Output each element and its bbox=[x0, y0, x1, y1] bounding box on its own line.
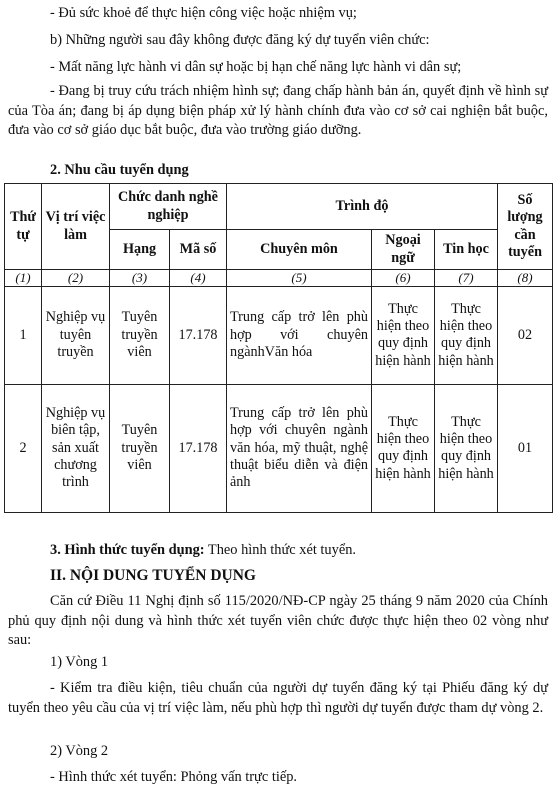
column-number: (6) bbox=[372, 270, 435, 287]
header-stt: Thứ tự bbox=[5, 184, 42, 270]
cell-chuyen-mon: Trung cấp trở lên phù hợp với chuyên ngành văn hóa, mỹ thuật, nghệ thuật biểu diễn và điện ảnh bbox=[227, 384, 372, 512]
column-number: (2) bbox=[42, 270, 110, 287]
round-2-heading: 2) Vòng 2 bbox=[50, 743, 109, 759]
cell-tin-hoc: Thực hiện theo quy định hiện hành bbox=[435, 384, 498, 512]
intro-capacity-line: - Mất năng lực hành vi dân sự hoặc bị hạn chế năng lực hành vi dân sự; bbox=[50, 59, 462, 75]
intro-health-line: - Đủ sức khoẻ để thực hiện công việc hoặc nhiệm vụ; bbox=[50, 5, 357, 21]
cell-chuyen-mon: Trung cấp trở lên phù hợp với chuyên ngànhVăn hóa bbox=[227, 286, 372, 384]
section-2-heading: 2. Nhu cầu tuyển dụng bbox=[50, 162, 189, 178]
header-hang: Hạng bbox=[110, 230, 170, 270]
cell-stt: 1 bbox=[5, 286, 42, 384]
header-ma-so: Mã số bbox=[170, 230, 227, 270]
column-number: (3) bbox=[110, 270, 170, 287]
cell-ma-so: 17.178 bbox=[170, 384, 227, 512]
header-chuc-danh: Chức danh nghề nghiệp bbox=[110, 184, 227, 230]
column-number: (4) bbox=[170, 270, 227, 287]
cell-so-luong: 02 bbox=[498, 286, 553, 384]
intro-criminal-paragraph: - Đang bị truy cứu trách nhiệm hình sự; đang chấp hành bản án, quyết định về hình sự của Tòa án; đang bị áp dụng biện pháp xử lý hành chính đưa vào cơ sở cai nghiện bắt buộc, đưa vào cơ sở giáo dục bắt buộc, đưa vào trường giáo dưỡng. bbox=[8, 83, 548, 139]
round-2-paragraph: - Hình thức xét tuyển: Phỏng vấn trực tiếp. bbox=[50, 769, 298, 785]
round-1-heading: 1) Vòng 1 bbox=[50, 654, 109, 670]
table-row bbox=[5, 286, 553, 384]
cell-vi-tri: Nghiệp vụ tuyên truyền bbox=[42, 286, 110, 384]
section-3-text: Theo hình thức xét tuyển. bbox=[204, 542, 357, 558]
column-number: (5) bbox=[227, 270, 372, 287]
header-trinh-do: Trình độ bbox=[227, 184, 498, 230]
section-3-heading: 3. Hình thức tuyển dụng: bbox=[50, 542, 205, 558]
recruitment-table bbox=[4, 183, 553, 513]
cell-ngoai-ngu: Thực hiện theo quy định hiện hành bbox=[372, 384, 435, 512]
header-tin-hoc: Tin học bbox=[435, 230, 498, 270]
cell-hang: Tuyên truyền viên bbox=[110, 384, 170, 512]
section-3-line bbox=[50, 541, 356, 560]
round-1-paragraph: - Kiểm tra điều kiện, tiêu chuẩn của người dự tuyển đăng ký tại Phiếu đăng ký dự tuyển theo yêu cầu của vị trí việc làm, nếu phù hợp thì người dự tuyển được tham dự vòng 2. bbox=[8, 680, 548, 716]
cell-ngoai-ngu: Thực hiện theo quy định hiện hành bbox=[372, 286, 435, 384]
cell-so-luong: 01 bbox=[498, 384, 553, 512]
header-so-luong: Số lượng cần tuyển bbox=[498, 184, 553, 270]
table-row bbox=[5, 384, 553, 512]
column-number: (7) bbox=[435, 270, 498, 287]
header-vi-tri: Vị trí việc làm bbox=[42, 184, 110, 270]
column-number: (8) bbox=[498, 270, 553, 287]
header-ngoai-ngu: Ngoại ngữ bbox=[372, 230, 435, 270]
cell-hang: Tuyên truyền viên bbox=[110, 286, 170, 384]
header-chuyen-mon: Chuyên môn bbox=[227, 230, 372, 270]
cell-stt: 2 bbox=[5, 384, 42, 512]
intro-ineligible-heading: b) Những người sau đây không được đăng ký dự tuyển viên chức: bbox=[50, 32, 430, 48]
cell-vi-tri: Nghiệp vụ biên tập, sản xuất chương trình bbox=[42, 384, 110, 512]
column-number: (1) bbox=[5, 270, 42, 287]
part-ii-intro-paragraph: Căn cứ Điều 11 Nghị định số 115/2020/NĐ-CP ngày 25 tháng 9 năm 2020 của Chính phủ quy định nội dung và hình thức xét tuyển viên chức được thực hiện theo 02 vòng như sau: bbox=[8, 593, 548, 649]
part-ii-heading: II. NỘI DUNG TUYỂN DỤNG bbox=[50, 567, 256, 584]
cell-ma-so: 17.178 bbox=[170, 286, 227, 384]
cell-tin-hoc: Thực hiện theo quy định hiện hành bbox=[435, 286, 498, 384]
